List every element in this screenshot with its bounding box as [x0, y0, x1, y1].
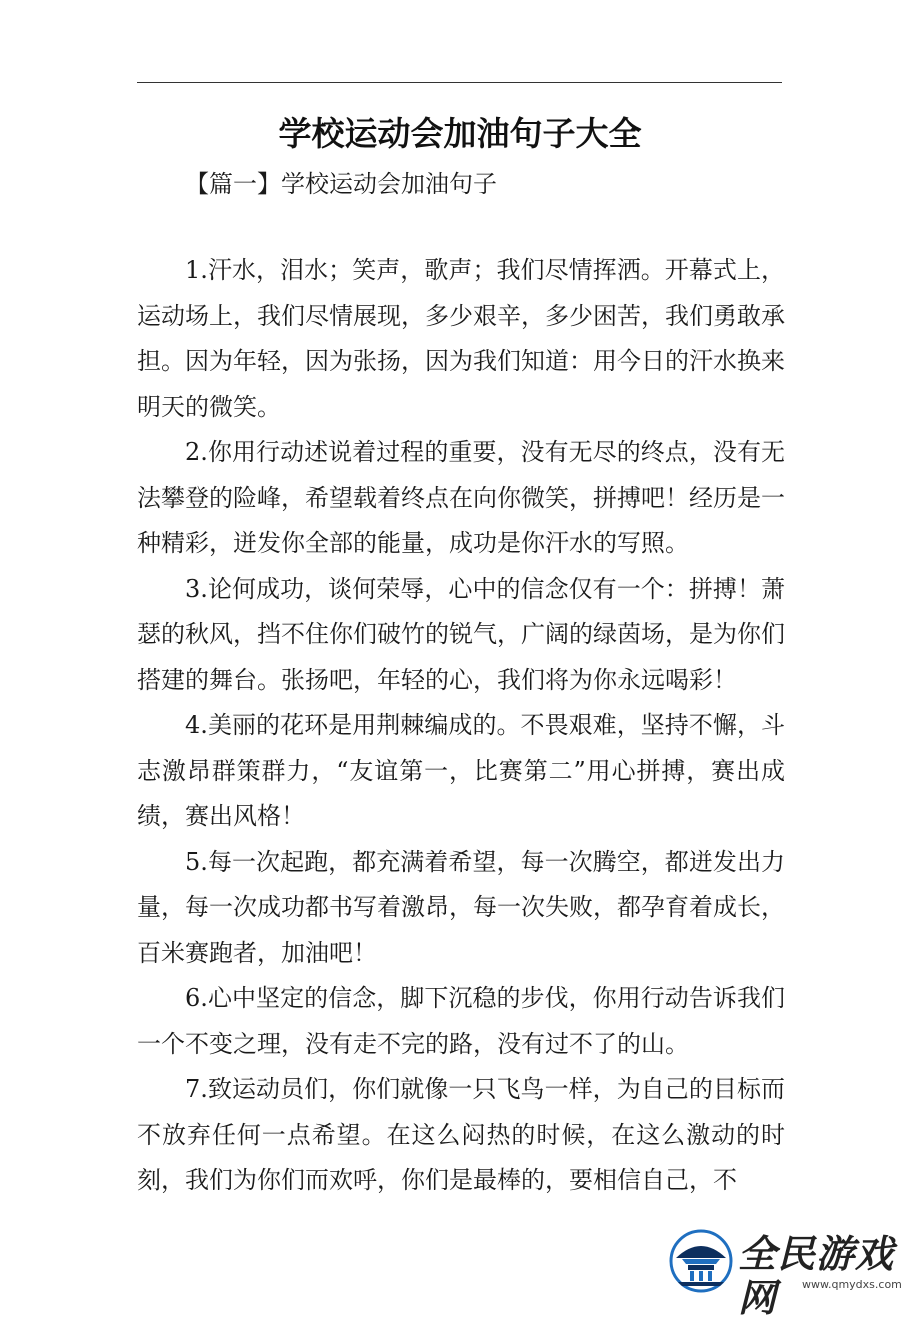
document-body [137, 248, 785, 1204]
site-url: www.qmydxs.com [802, 1278, 902, 1291]
paragraph-3: 3.论何成功，谈何荣辱，心中的信念仅有一个：拼搏！萧瑟的秋风，挡不住你们破竹的锐气，广阔的绿茵场，是为你们搭建的舞台。张扬吧，年轻的心，我们将为你永远喝彩！ [137, 574, 785, 694]
paragraph-5: 5.每一次起跑，都充满着希望，每一次腾空，都迸发出力量，每一次成功都书写着激昂，每一次失败，都孕育着成长，百米赛跑者，加油吧！ [137, 847, 785, 967]
pagoda-logo-icon [668, 1228, 734, 1294]
site-watermark [668, 1228, 913, 1320]
site-name: 全民游戏网 [738, 1231, 895, 1320]
paragraph-4: 4.美丽的花环是用荆棘编成的。不畏艰难，坚持不懈，斗志激昂群策群力，“友谊第一，比赛第二”用心拼搏，赛出成绩，赛出风格！ [137, 711, 785, 830]
paragraph-1: 1.汗水，泪水；笑声，歌声；我们尽情挥洒。开幕式上，运动场上，我们尽情展现，多少艰辛，多少困苦，我们勇敢承担。因为年轻，因为张扬，因为我们知道：用今日的汗水换来明天的微笑。 [137, 256, 785, 421]
document-title: 学校运动会加油句子大全 [278, 114, 642, 153]
paragraph-2: 2.你用行动述说着过程的重要，没有无尽的终点，没有无法攀登的险峰，希望载着终点在向你微笑，拼搏吧！经历是一种精彩，迸发你全部的能量，成功是你汗水的写照。 [137, 438, 785, 557]
header-rule [137, 82, 782, 83]
paragraph-6: 6.心中坚定的信念，脚下沉稳的步伐，你用行动告诉我们一个不变之理，没有走不完的路，没有过不了的山。 [137, 984, 785, 1058]
section-heading: 【篇一】学校运动会加油句子 [185, 170, 497, 198]
paragraph-7: 7.致运动员们，你们就像一只飞鸟一样，为自己的目标而不放弃任何一点希望。在这么闷热的时候，在这么激动的时刻，我们为你们而欢呼，你们是最棒的，要相信自己，不 [137, 1075, 785, 1194]
